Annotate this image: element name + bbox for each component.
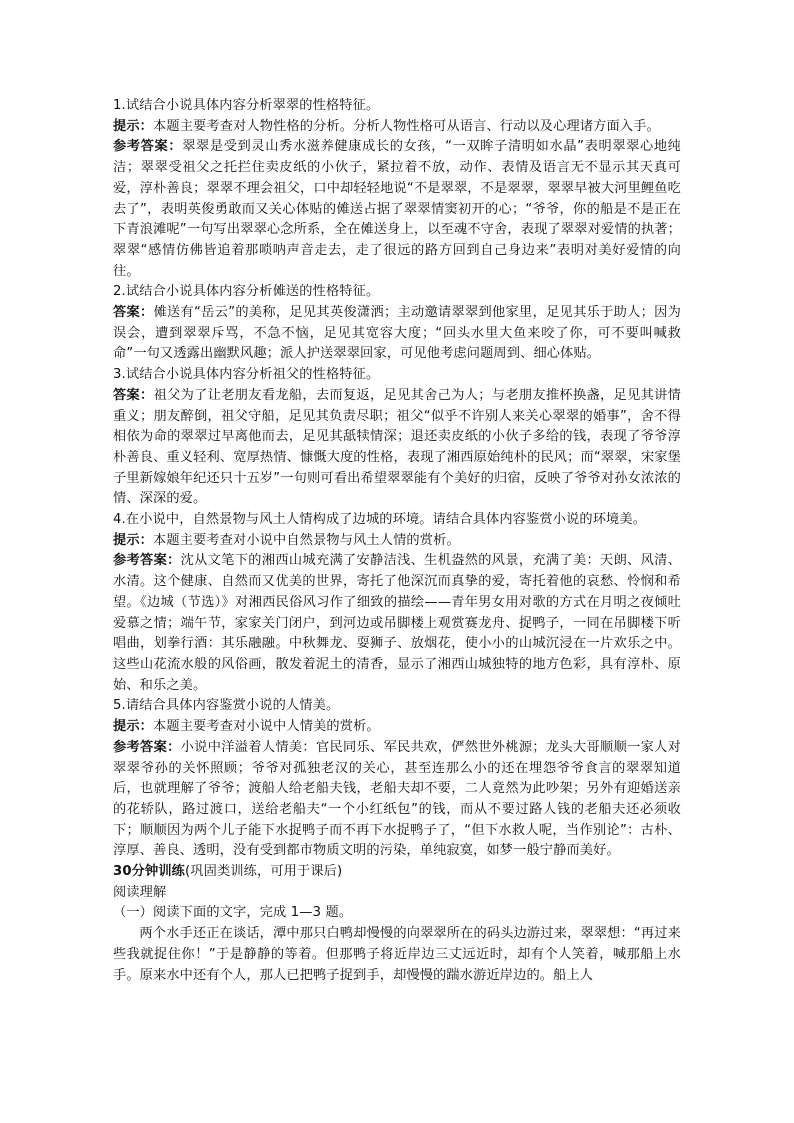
text-run: 翠翠是受到灵山秀水滋养健康成长的女孩，“一双眸子清明如水晶”表明翠翠心地纯洁；翠翠受祖父之托拦住卖皮纸的小伙子，紧拉着不放，动作、表情及语言无不显示其天真可爱，淳朴善良；翠翠不理会祖父，口中却轻轻地说“不是翠翠，不是翠翠，翠翠早被大河里鲤鱼吃去了”，表明英俊勇敢而又关心体贴的傩送占据了翠翠情窦初开的心；“爷爷，你的船是不是正在下青浪滩呢”一句写出翠翠心念所系，全在傩送身上，以至魂不守舍，表现了翠翠对爱情的执著；翠翠“感情仿佛皆追着那唢呐声音走去，走了很远的路方回到自己身边来”表明对美好爱情的向往。	[113, 139, 682, 279]
paragraph-q4	[113, 510, 681, 531]
paragraph-q1	[113, 96, 681, 117]
paragraph-p1	[113, 903, 681, 924]
text-run: （一）阅读下面的文字，完成 1—3 题。	[113, 905, 353, 921]
paragraph-a3	[113, 386, 681, 510]
bold-label: 答案：	[113, 305, 154, 321]
bold-label: 提示：	[113, 719, 154, 735]
paragraph-p2	[113, 924, 681, 986]
bold-label: 参考答案：	[113, 553, 181, 569]
document-page	[113, 96, 681, 986]
text-run: 本题主要考查对小说中自然景物与风土人情的赏析。	[153, 532, 460, 548]
paragraph-train	[113, 862, 681, 883]
text-run: 阅读理解	[113, 884, 167, 900]
bold-label: 参考答案：	[113, 739, 181, 755]
bold-label: 30分钟训练	[113, 864, 186, 880]
paragraph-q3	[113, 365, 681, 386]
text-run: 3.试结合小说具体内容分析祖父的性格特征。	[113, 367, 380, 383]
paragraph-a4	[113, 551, 681, 696]
text-run: 本题主要考查对人物性格的分析。分析人物性格可从语言、行动以及心理诸方面入手。	[153, 118, 660, 134]
paragraph-h4	[113, 531, 681, 552]
text-run: 本题主要考查对小说中人情美的赏析。	[153, 719, 380, 735]
bold-label: 提示：	[113, 532, 154, 548]
bold-label: 答案：	[113, 387, 154, 403]
text-run: 祖父为了让老朋友看龙船，去而复返，足见其舍己为人；与老朋友推杯换盏，足见其讲情重义；朋友醉倒，祖父守船，足见其负责尽职；祖父“似乎不许别人来关心翠翠的婚事”，舍不得相依为命的翠翠过早离他而去，足见其舐犊情深；退还卖皮纸的小伙子多给的钱，表现了爷爷淳朴善良、重义轻利、宽厚热情、慷慨大度的性格，表现了湘西原始纯朴的民风；而“翠翠，宋家堡子里新嫁娘年纪还只十五岁”一句则可看出希望翠翠能有个美好的归宿，反映了爷爷对孙女浓浓的情、深深的爱。	[113, 387, 681, 507]
text-run: 小说中洋溢着人情美：官民同乐、军民共欢，俨然世外桃源；龙头大哥顺顺一家人对翠翠爷孙的关怀照顾；爷爷对孤独老汉的关心，甚至连那么小的还在埋怨爷爷食言的翠翠知道后，也就理解了爷爷；渡船人给老船夫钱，老船夫却不要，二人竟然为此吵架；另外有迎婚送亲的花轿队，路过渡口，送给老船夫“一个小红纸包”的钱，而从不要过路人钱的老船夫还必须收下；顺顺因为两个儿子能下水捉鸭子而不再下水捉鸭子了，“但下水救人呢，当作别论”：古朴、淳厚、善良、透明，没有受到都市物质文明的污染，单纯寂寞，如梦一般宁静而美好。	[113, 739, 682, 859]
text-run: 5.请结合具体内容鉴赏小说的人情美。	[113, 698, 340, 714]
paragraph-q2	[113, 282, 681, 303]
paragraph-a2	[113, 303, 681, 365]
text-run: 2.试结合小说具体内容分析傩送的性格特征。	[113, 284, 380, 300]
text-run: 沈从文笔下的湘西山城充满了安静洁浅、生机盎然的风景，充满了美：天朗、风清、水清。这个健康、自然而又优美的世界，寄托了他深沉而真挚的爱，寄托着他的哀愁、怜悯和希望。《边城（节选）》对湘西民俗风习作了细致的描绘——青年男女用对歌的方式在月明之夜倾吐爱慕之情；端午节，家家关门闭户，到河边或吊脚楼上观赏赛龙舟、捉鸭子，一同在吊脚楼下听唱曲，划拳行酒：其乐融融。中秋舞龙、耍狮子、放烟花，使小小的山城沉浸在一片欢乐之中。这些山花流水般的风俗画，散发着泥土的清香，显示了湘西山城独特的地方色彩，具有淳朴、原始、和乐之美。	[113, 553, 682, 693]
paragraph-q5	[113, 696, 681, 717]
text-run: 傩送有“岳云”的美称，足见其英俊潇洒；主动邀请翠翠到他家里，足见其乐于助人；因为误会，遭到翠翠斥骂，不急不恼，足见其宽容大度；“回头水里大鱼来咬了你，可不要叫喊救命”一句又透露出幽默风趣；派人护送翠翠回家，可见他考虑问题周到、细心体贴。	[113, 305, 681, 362]
bold-label: 参考答案：	[113, 139, 183, 155]
paragraph-h1	[113, 117, 681, 138]
paragraph-h5	[113, 717, 681, 738]
bold-label: 提示：	[113, 118, 154, 134]
text-run: 1.试结合小说具体内容分析翠翠的性格特征。	[113, 98, 380, 113]
text-run: (巩固类训练，可用于课后)	[185, 864, 343, 880]
text-run: 4.在小说中，自然景物与风土人情构成了边城的环境。请结合具体内容鉴赏小说的环境美。	[113, 512, 647, 528]
paragraph-read	[113, 883, 681, 904]
paragraph-a1	[113, 137, 681, 282]
paragraph-a5	[113, 738, 681, 862]
text-run: 两个水手还正在谈话，潭中那只白鸭却慢慢的向翠翠所在的码头边游过来，翠翠想：“再过来些我就捉住你！”于是静静的等着。但那鸭子将近岸边三丈远近时，却有个人笑着，喊那船上水手。原来水中还有个人，那人已把鸭子捉到手，却慢慢的踹水游近岸边的。船上人	[113, 926, 681, 983]
